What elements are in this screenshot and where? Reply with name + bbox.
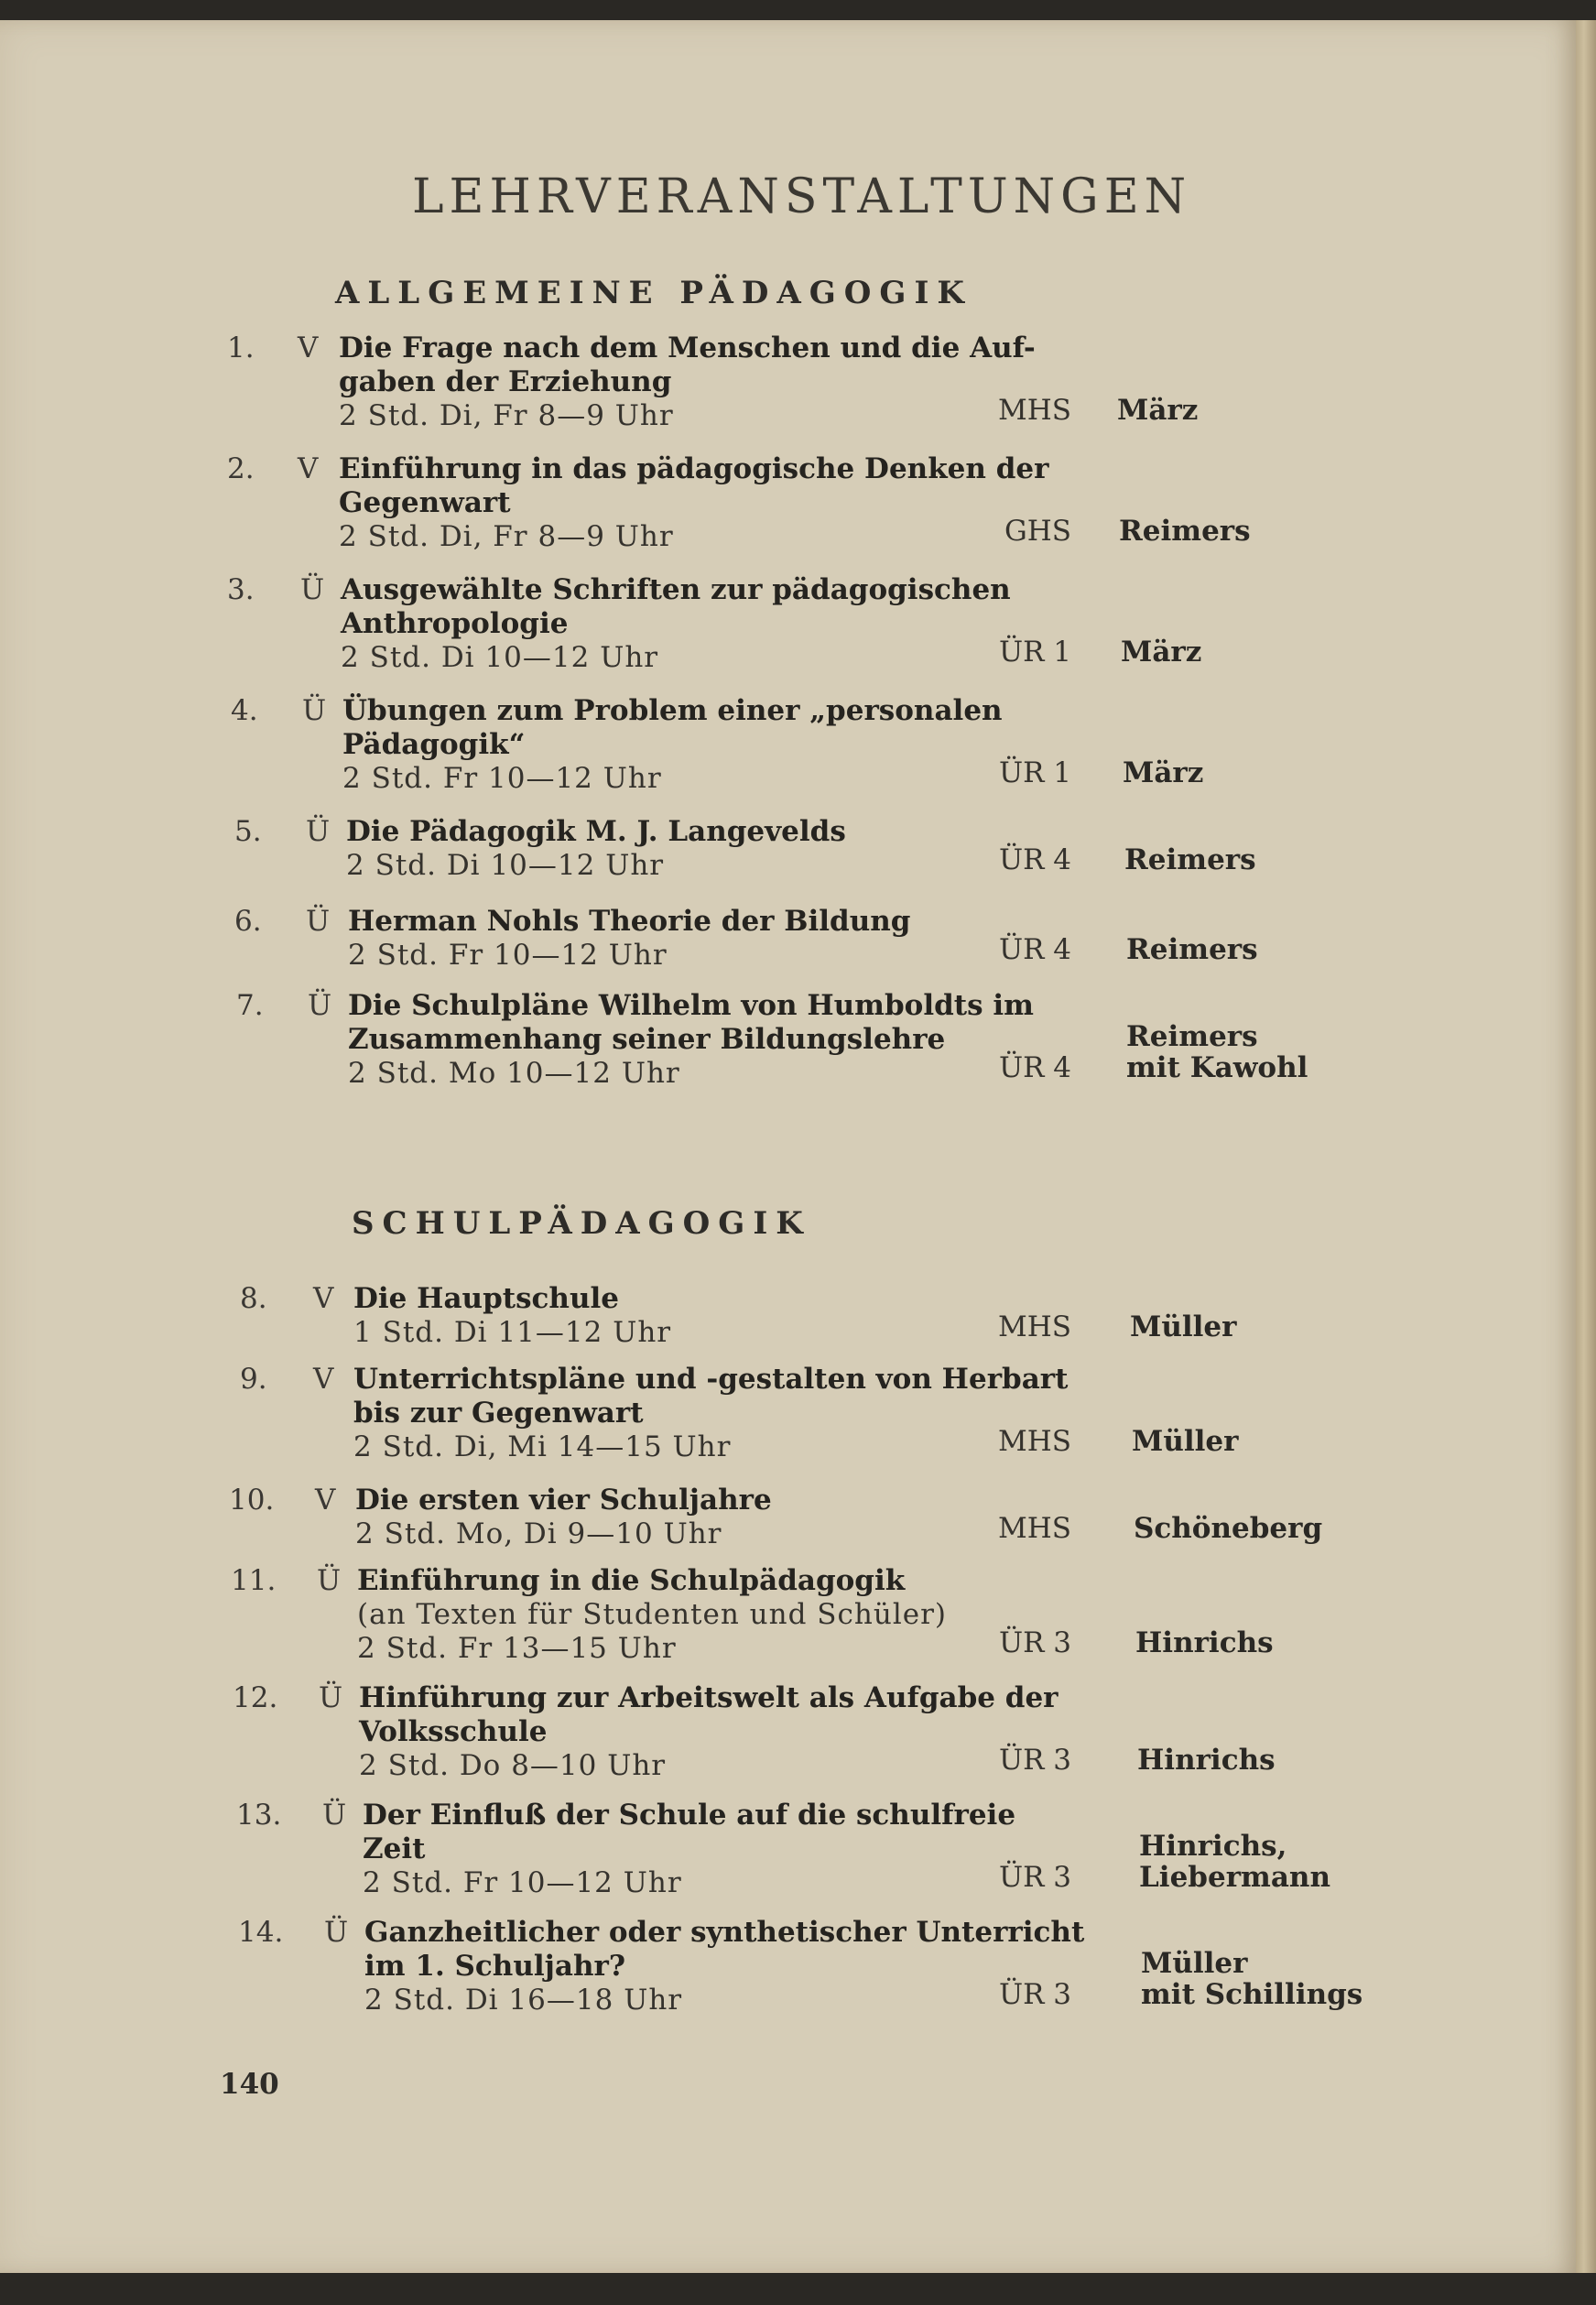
entry-type: V (298, 452, 319, 485)
page-number: 140 (220, 2068, 279, 2101)
entry-lecturer: mit Schillings (1141, 1978, 1363, 2011)
entry-room: ÜR 3 (998, 1861, 1071, 1894)
entry-room: ÜR 4 (998, 933, 1071, 966)
entry-room: ÜR 3 (998, 1744, 1071, 1777)
entry-room: ÜR 4 (998, 843, 1071, 876)
entry-title-line: Ganzheitlicher oder synthetischer Unterricht (364, 1916, 1085, 1949)
entry-title-line: Herman Nohls Theorie der Bildung (348, 905, 911, 938)
entry-number: 7. (236, 989, 264, 1022)
entry-lecturer: Reimers (1126, 933, 1258, 966)
entry-schedule: 2 Std. Fr 10—12 Uhr (348, 939, 668, 972)
entry-room: ÜR 1 (998, 756, 1071, 789)
entry-schedule: 2 Std. Mo 10—12 Uhr (348, 1057, 680, 1090)
entry-title-line: Ausgewählte Schriften zur pädagogischen (341, 573, 1011, 606)
entry-schedule: 2 Std. Di, Fr 8—9 Uhr (339, 520, 674, 553)
entry-number: 5. (234, 815, 262, 848)
entry-type: Ü (300, 573, 325, 606)
entry-schedule: 2 Std. Di, Fr 8—9 Uhr (339, 399, 674, 432)
section-heading-schulpaedagogik: SCHULPÄDAGOGIK (352, 1205, 811, 1242)
entry-lecturer: Reimers (1126, 1020, 1258, 1053)
entry-title-line: Anthropologie (341, 607, 569, 640)
entry-schedule: 2 Std. Di 10—12 Uhr (346, 849, 665, 882)
entry-title-line: Der Einfluß der Schule auf die schulfreie (363, 1799, 1016, 1832)
entry-title-line: Hinführung zur Arbeitswelt als Aufgabe der (359, 1681, 1059, 1714)
entry-number: 10. (229, 1484, 275, 1517)
entry-number: 14. (238, 1916, 284, 1949)
section-heading-allgemeine: ALLGEMEINE PÄDAGOGIK (335, 275, 972, 311)
entry-title-line: Zusammenhang seiner Bildungslehre (348, 1023, 946, 1056)
entry-schedule: 2 Std. Mo, Di 9—10 Uhr (355, 1517, 722, 1550)
entry-type: Ü (317, 1564, 342, 1597)
entry-lecturer: März (1121, 636, 1202, 669)
entry-type: V (315, 1484, 336, 1517)
entry-type: Ü (302, 694, 327, 727)
entry-schedule: 2 Std. Fr 10—12 Uhr (342, 762, 662, 795)
entry-lecturer: Hinrichs (1137, 1744, 1276, 1777)
entry-room: MHS (997, 1425, 1071, 1458)
entry-lecturer: Reimers (1124, 843, 1256, 876)
entry-lecturer: Schöneberg (1134, 1512, 1323, 1545)
entry-room: ÜR 1 (998, 636, 1071, 669)
entry-title-line: Pädagogik“ (342, 728, 526, 761)
entry-number: 4. (231, 694, 258, 727)
entry-schedule: 2 Std. Do 8—10 Uhr (359, 1749, 667, 1782)
entry-schedule: 2 Std. Di 10—12 Uhr (341, 641, 659, 674)
entry-title-line: Die Frage nach dem Menschen und die Auf- (339, 332, 1036, 364)
entry-title-line: bis zur Gegenwart (353, 1397, 644, 1430)
page-edge (1576, 20, 1596, 2273)
entry-room: MHS (997, 394, 1071, 427)
entry-lecturer: mit Kawohl (1126, 1051, 1308, 1084)
entry-title-line: Die Pädagogik M. J. Langevelds (346, 815, 846, 848)
entry-title-line: gaben der Erziehung (339, 365, 672, 398)
entry-schedule: 1 Std. Di 11—12 Uhr (353, 1316, 672, 1349)
entry-type: Ü (306, 905, 331, 938)
entry-type: Ü (306, 815, 331, 848)
entry-room: ÜR 3 (998, 1626, 1071, 1659)
entry-room: MHS (997, 1512, 1071, 1545)
entry-number: 13. (236, 1799, 282, 1832)
entry-title-line: Volksschule (359, 1715, 548, 1748)
entry-lecturer: Müller (1132, 1425, 1239, 1458)
entry-title-line: Einführung in das pädagogische Denken der (339, 452, 1049, 485)
entry-lecturer: Müller (1130, 1310, 1237, 1343)
entry-number: 2. (227, 452, 255, 485)
entry-number: 9. (240, 1363, 267, 1396)
entry-subtitle: (an Texten für Studenten und Schüler) (357, 1598, 947, 1631)
entry-lecturer: Reimers (1119, 515, 1251, 548)
entry-title-line: Die Hauptschule (353, 1282, 619, 1315)
entry-lecturer: Müller (1141, 1947, 1248, 1980)
entry-type: V (298, 332, 319, 364)
entry-type: Ü (308, 989, 332, 1022)
entry-schedule: 2 Std. Di, Mi 14—15 Uhr (353, 1430, 732, 1463)
entry-title-line: Die ersten vier Schuljahre (355, 1484, 772, 1517)
entry-room: ÜR 3 (998, 1978, 1071, 2011)
entry-number: 3. (227, 573, 255, 606)
entry-lecturer: Hinrichs, (1139, 1830, 1287, 1863)
entry-type: Ü (324, 1916, 349, 1949)
entry-lecturer: Liebermann (1139, 1861, 1330, 1894)
entry-lecturer: Hinrichs (1135, 1626, 1274, 1659)
entry-title-line: Gegenwart (339, 486, 511, 519)
entry-title-line: Die Schulpläne Wilhelm von Humboldts im (348, 989, 1034, 1022)
entry-type: V (313, 1282, 334, 1315)
entry-title-line: Unterrichtspläne und -gestalten von Herbart (353, 1363, 1069, 1396)
entry-number: 6. (234, 905, 262, 938)
entry-schedule: 2 Std. Fr 10—12 Uhr (363, 1866, 682, 1899)
entry-title-line: im 1. Schuljahr? (364, 1950, 625, 1983)
entry-type: Ü (322, 1799, 347, 1832)
entry-schedule: 2 Std. Di 16—18 Uhr (364, 1984, 683, 2017)
entry-lecturer: März (1117, 394, 1199, 427)
entry-type: V (313, 1363, 334, 1396)
entry-type: Ü (319, 1681, 343, 1714)
entry-room: GHS (1004, 515, 1071, 548)
entry-schedule: 2 Std. Fr 13—15 Uhr (357, 1632, 677, 1665)
entry-title-line: Übungen zum Problem einer „personalen (342, 694, 1003, 727)
entry-number: 1. (227, 332, 255, 364)
page-title: LEHRVERANSTALTUNGEN (412, 169, 1192, 224)
entry-lecturer: März (1123, 756, 1204, 789)
entry-number: 12. (233, 1681, 278, 1714)
entry-number: 11. (231, 1564, 277, 1597)
entry-room: MHS (997, 1310, 1071, 1343)
entry-room: ÜR 4 (998, 1051, 1071, 1084)
entry-title-line: Zeit (363, 1832, 426, 1865)
entry-title-line: Einführung in die Schulpädagogik (357, 1564, 906, 1597)
entry-number: 8. (240, 1282, 267, 1315)
